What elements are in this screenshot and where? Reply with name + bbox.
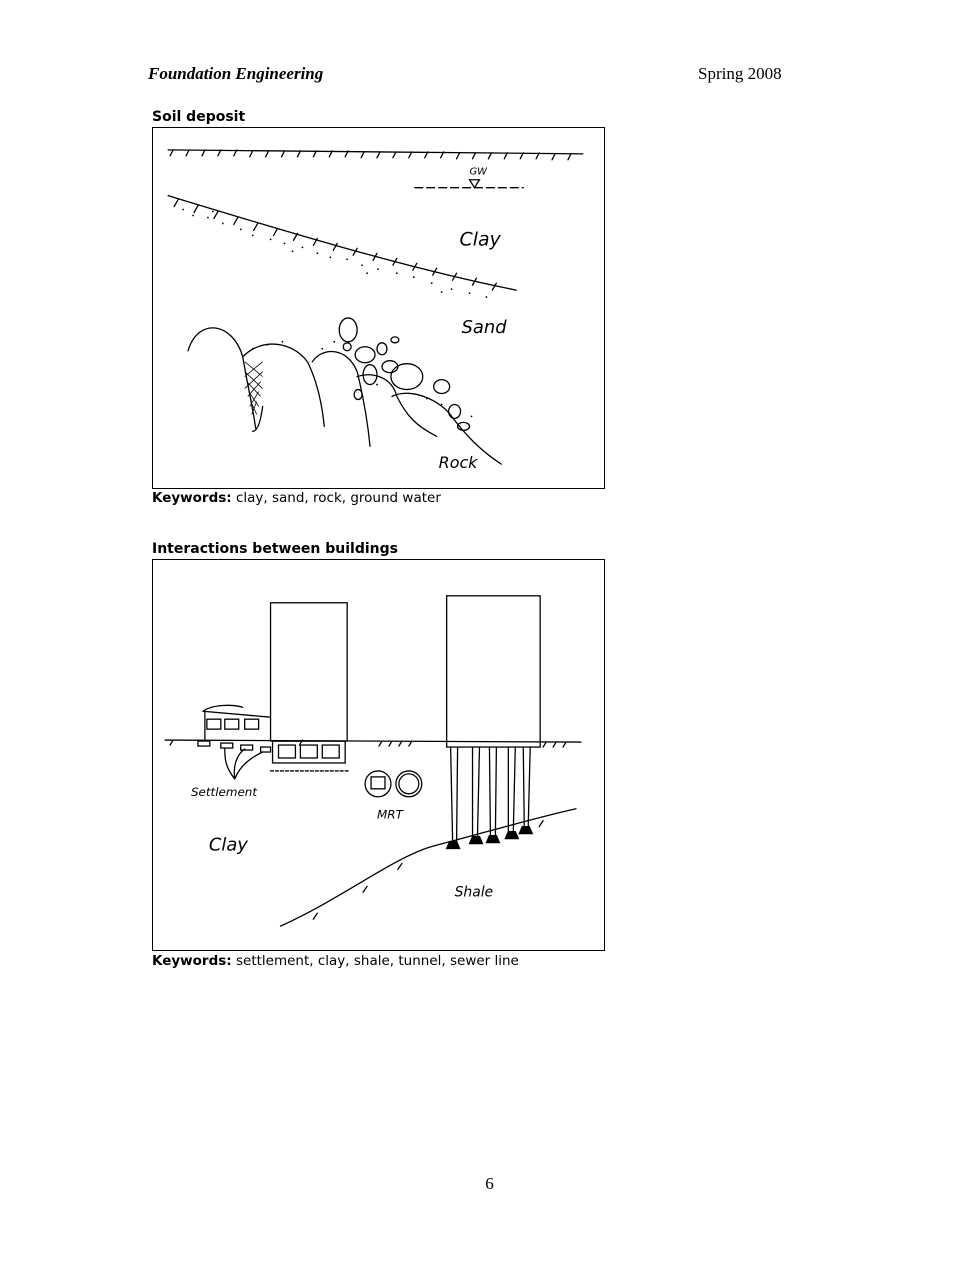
interactions-sketch <box>152 559 605 951</box>
boulder <box>354 390 362 400</box>
rock-outline-1 <box>188 328 256 428</box>
interactions-drawing <box>153 560 604 950</box>
gw-label: GW <box>469 166 488 178</box>
figure-title-interactions: Interactions between buildings <box>152 541 398 557</box>
house-window <box>245 719 259 729</box>
shale-boundary <box>281 809 576 926</box>
rock-label: Rock <box>438 453 478 473</box>
settlement-arrow <box>235 752 263 779</box>
house-footing <box>198 741 210 746</box>
boulder <box>355 347 375 363</box>
boulder <box>434 380 450 394</box>
house-footing <box>241 745 253 750</box>
ground-water-triangle-icon <box>469 180 479 188</box>
house-footing <box>221 743 233 748</box>
pile-footing <box>470 837 483 844</box>
term-label: Spring 2008 <box>698 64 782 83</box>
figure-keywords-soil-deposit <box>152 490 441 506</box>
boulder <box>339 318 357 342</box>
keywords-label: Keywords: <box>152 490 232 506</box>
settlement-label: Settlement <box>190 784 258 799</box>
tall-building-right <box>447 596 541 747</box>
pile-footing <box>519 827 532 834</box>
boulder <box>449 404 461 418</box>
tunnel-left-icon <box>365 771 391 797</box>
pile-footing <box>486 836 499 843</box>
boulder <box>382 361 398 373</box>
ground-surface-line <box>168 150 583 154</box>
mrt-label: MRT <box>377 807 403 822</box>
boulder <box>391 337 399 343</box>
basement <box>273 741 346 763</box>
sand-label: Sand <box>461 316 507 338</box>
crevice-crosshatch <box>245 362 263 415</box>
keywords-text: clay, sand, rock, ground water <box>235 490 441 506</box>
rock-outline-3 <box>312 352 370 447</box>
boulder <box>343 343 351 351</box>
pile <box>489 747 496 836</box>
boulder <box>391 364 423 390</box>
pile <box>508 747 515 831</box>
pile <box>523 747 530 826</box>
soil-deposit-sketch <box>152 127 605 489</box>
house-footing <box>261 747 271 752</box>
figure-keywords-interactions <box>152 953 519 969</box>
tall-building-left <box>271 603 348 741</box>
sand-stipple <box>182 209 487 418</box>
figure-title-soil-deposit: Soil deposit <box>152 109 246 125</box>
shale-label: Shale <box>454 884 494 901</box>
small-house-roof <box>203 705 271 741</box>
tunnel-right-icon <box>396 771 422 797</box>
pile-footing <box>505 832 518 839</box>
rock-outline-2 <box>243 344 325 426</box>
house-window <box>207 719 221 729</box>
basement-cell <box>279 745 296 758</box>
train-icon <box>371 777 385 789</box>
basement-cell <box>300 745 317 758</box>
clay-label: Clay <box>459 228 501 251</box>
clay-label: Clay <box>208 834 248 856</box>
settlement-arrow <box>234 749 244 779</box>
course-title: Foundation Engineering <box>148 64 324 83</box>
keywords-label: Keywords: <box>152 953 232 969</box>
settlement-arrow <box>225 749 235 779</box>
page-number: 6 <box>485 1174 494 1193</box>
basement-cell <box>322 745 339 758</box>
house-window <box>225 719 239 729</box>
soil-deposit-drawing <box>153 128 604 488</box>
pile <box>451 747 458 842</box>
boulder <box>377 343 387 355</box>
keywords-text: settlement, clay, shale, tunnel, sewer line <box>235 953 519 969</box>
ground-line <box>165 740 581 742</box>
pile <box>473 747 480 836</box>
tunnel-right-inner <box>399 774 419 794</box>
